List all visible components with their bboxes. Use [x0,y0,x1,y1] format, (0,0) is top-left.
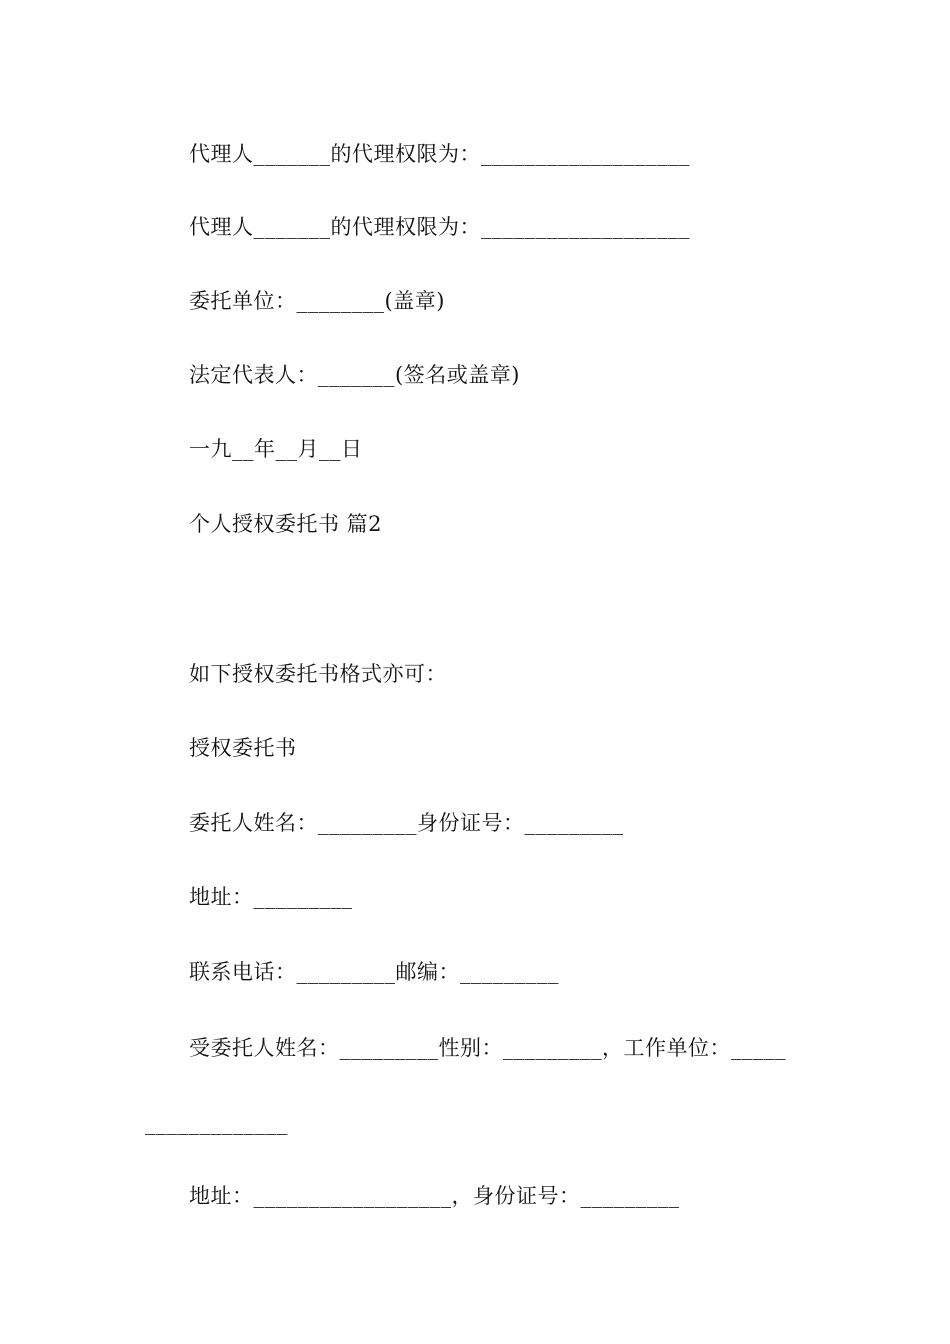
principal-contact-line: 联系电话：_________邮编：_________ [189,960,559,984]
form-title: 授权委托书 [189,736,297,760]
agent-info-continuation-line: _____________ [145,1111,288,1135]
agent-2-authority-line: 代理人_______的代理权限为：___________________ [189,215,690,239]
principal-address-line: 地址：_________ [189,885,353,909]
principal-name-id-line: 委托人姓名：_________身份证号：_________ [189,811,624,835]
format-intro-line: 如下授权委托书格式亦可： [189,662,447,686]
section-heading: 个人授权委托书 篇2 [189,512,383,536]
legal-representative-line: 法定代表人：_______(签名或盖章) [189,363,520,387]
entrusting-unit-line: 委托单位：________(盖章) [189,289,445,313]
agent-address-id-line: 地址：__________________，身份证号：_________ [189,1184,680,1208]
date-line: 一九__年__月__日 [189,437,363,461]
agent-1-authority-line: 代理人_______的代理权限为：___________________ [189,142,690,166]
agent-info-line: 受委托人姓名：_________性别：_________，工作单位：_____ [189,1036,786,1060]
